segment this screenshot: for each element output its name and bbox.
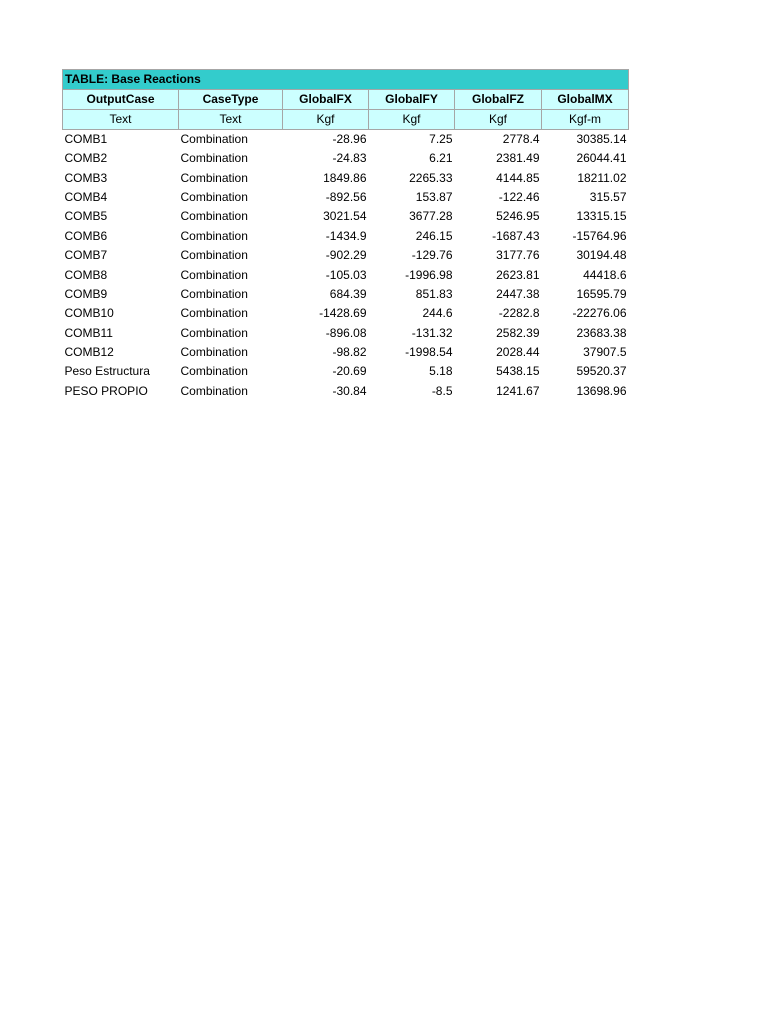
- cell-globalfx[interactable]: -1428.69: [319, 306, 367, 321]
- cell-globalfy[interactable]: -131.32: [411, 325, 453, 340]
- cell-globalfz[interactable]: 2028.44: [496, 345, 540, 360]
- cell-globalfy[interactable]: -1998.54: [405, 345, 453, 360]
- cell-globalfy[interactable]: 2265.33: [409, 170, 453, 185]
- cell-globalfz[interactable]: -1687.43: [492, 228, 540, 243]
- cell-casetype[interactable]: Combination: [180, 345, 248, 360]
- table-title-row: [63, 70, 629, 90]
- cell-globalmx[interactable]: 23683.38: [576, 325, 627, 340]
- cell-globalfz[interactable]: 2582.39: [496, 325, 540, 340]
- cell-globalfz[interactable]: 3177.76: [496, 248, 540, 263]
- cell-globalmx[interactable]: 30194.48: [576, 248, 627, 263]
- table-row: [63, 168, 629, 187]
- cell-globalmx[interactable]: 13698.96: [576, 383, 627, 398]
- unit-cell-globalfx[interactable]: Kgf: [283, 110, 369, 130]
- header-cell-globalfz[interactable]: GlobalFZ: [455, 90, 542, 110]
- cell-globalfz[interactable]: 2381.49: [496, 151, 540, 166]
- cell-globalfz[interactable]: 2778.4: [502, 132, 540, 146]
- cell-globalmx[interactable]: 13315.15: [576, 209, 627, 224]
- cell-globalfz[interactable]: 2447.38: [496, 286, 540, 301]
- cell-globalfx[interactable]: -892.56: [325, 189, 367, 204]
- table-row: [63, 207, 629, 226]
- cell-outputcase[interactable]: Peso Estructura: [64, 364, 150, 379]
- cell-casetype[interactable]: Combination: [180, 286, 248, 301]
- cell-globalfz[interactable]: 5246.95: [496, 209, 540, 224]
- unit-cell-globalfy[interactable]: Kgf: [369, 110, 455, 130]
- cell-outputcase[interactable]: COMB12: [64, 345, 114, 360]
- cell-globalmx[interactable]: 16595.79: [576, 286, 627, 301]
- cell-casetype[interactable]: Combination: [180, 189, 248, 204]
- table-row: [63, 246, 629, 265]
- cell-globalfy[interactable]: -129.76: [411, 248, 453, 263]
- table-row: [63, 188, 629, 207]
- table-row: [63, 227, 629, 246]
- cell-casetype[interactable]: Combination: [180, 209, 248, 224]
- cell-globalfx[interactable]: 684.39: [329, 286, 367, 301]
- spreadsheet-sheet: [62, 69, 628, 401]
- cell-casetype[interactable]: Combination: [180, 248, 248, 263]
- cell-globalfz[interactable]: 1241.67: [496, 383, 540, 398]
- cell-outputcase[interactable]: COMB2: [64, 151, 108, 166]
- cell-globalfx[interactable]: -30.84: [332, 383, 367, 398]
- cell-globalmx[interactable]: 18211.02: [577, 170, 627, 185]
- cell-casetype[interactable]: Combination: [180, 364, 248, 379]
- table-row: [63, 304, 629, 323]
- header-cell-outputcase[interactable]: OutputCase: [63, 90, 179, 110]
- cell-globalfx[interactable]: -20.69: [332, 364, 367, 379]
- cell-globalfx[interactable]: -1434.9: [325, 228, 367, 243]
- cell-globalfz[interactable]: 5438.15: [496, 364, 540, 379]
- cell-globalfy[interactable]: 3677.28: [409, 209, 453, 224]
- unit-cell-outputcase[interactable]: Text: [63, 110, 179, 130]
- unit-cell-casetype[interactable]: Text: [179, 110, 283, 130]
- cell-globalfy[interactable]: 7.25: [429, 132, 453, 146]
- cell-outputcase[interactable]: COMB8: [64, 267, 108, 282]
- cell-globalfx[interactable]: -24.83: [332, 151, 367, 166]
- cell-outputcase[interactable]: COMB7: [64, 248, 108, 263]
- cell-globalfy[interactable]: 851.83: [415, 286, 453, 301]
- base-reactions-table: [62, 69, 629, 401]
- unit-cell-globalmx[interactable]: Kgf-m: [542, 110, 629, 130]
- cell-casetype[interactable]: Combination: [180, 132, 248, 146]
- cell-globalfx[interactable]: 3021.54: [323, 209, 367, 224]
- header-cell-globalmx[interactable]: GlobalMX: [542, 90, 629, 110]
- cell-globalfy[interactable]: 244.6: [422, 306, 453, 321]
- cell-outputcase[interactable]: COMB3: [64, 170, 108, 185]
- table-row: [63, 130, 629, 150]
- table-title[interactable]: TABLE: Base Reactions: [63, 70, 629, 90]
- cell-globalmx[interactable]: 26044.41: [576, 151, 627, 166]
- cell-globalmx[interactable]: -22276.06: [572, 306, 627, 321]
- cell-globalfy[interactable]: 246.15: [415, 228, 453, 243]
- cell-globalfx[interactable]: -105.03: [325, 267, 367, 282]
- cell-globalfz[interactable]: -122.46: [498, 189, 540, 204]
- cell-outputcase[interactable]: PESO PROPIO: [64, 383, 148, 398]
- units-row: [63, 110, 629, 130]
- cell-globalmx[interactable]: 44418.6: [583, 267, 627, 282]
- cell-outputcase[interactable]: COMB6: [64, 228, 108, 243]
- cell-casetype[interactable]: Combination: [180, 306, 248, 321]
- cell-globalfx[interactable]: 1849.86: [323, 170, 367, 185]
- cell-outputcase[interactable]: COMB9: [64, 286, 108, 301]
- cell-globalfy[interactable]: 153.87: [415, 189, 453, 204]
- table-row: [63, 149, 629, 168]
- cell-outputcase[interactable]: COMB1: [64, 132, 108, 146]
- table-row: [63, 265, 629, 284]
- header-cell-globalfx[interactable]: GlobalFX: [283, 90, 369, 110]
- header-cell-globalfy[interactable]: GlobalFY: [369, 90, 455, 110]
- header-cell-casetype[interactable]: CaseType: [179, 90, 283, 110]
- cell-casetype[interactable]: Combination: [180, 325, 248, 340]
- cell-globalmx[interactable]: 59520.37: [576, 364, 627, 379]
- cell-globalfx[interactable]: -902.29: [325, 248, 367, 263]
- cell-globalfz[interactable]: 2623.81: [496, 267, 540, 282]
- cell-globalfx[interactable]: -896.08: [325, 325, 367, 340]
- cell-casetype[interactable]: Combination: [180, 151, 248, 166]
- cell-globalfy[interactable]: -1996.98: [405, 267, 453, 282]
- table-row: [63, 324, 629, 343]
- cell-outputcase[interactable]: COMB4: [64, 189, 108, 204]
- table-row: [63, 382, 629, 401]
- table-row: [63, 285, 629, 304]
- column-header-row: [63, 90, 629, 110]
- cell-casetype[interactable]: Combination: [180, 267, 248, 282]
- cell-globalmx[interactable]: 30385.14: [576, 132, 627, 146]
- cell-casetype[interactable]: Combination: [180, 228, 248, 243]
- cell-globalfy[interactable]: 5.18: [429, 364, 453, 379]
- cell-globalfx[interactable]: -98.82: [332, 345, 367, 360]
- cell-casetype[interactable]: Combination: [180, 383, 248, 398]
- cell-globalfz[interactable]: 4144.85: [496, 170, 540, 185]
- cell-globalmx[interactable]: 37907.5: [583, 345, 627, 360]
- cell-globalfx[interactable]: -28.96: [332, 132, 367, 146]
- cell-globalmx[interactable]: 315.57: [589, 189, 627, 204]
- cell-globalmx[interactable]: -15764.96: [572, 228, 627, 243]
- cell-globalfy[interactable]: -8.5: [431, 383, 453, 398]
- table-row: [63, 362, 629, 381]
- unit-cell-globalfz[interactable]: Kgf: [455, 110, 542, 130]
- table-row: [63, 343, 629, 362]
- cell-globalfz[interactable]: -2282.8: [498, 306, 540, 321]
- cell-casetype[interactable]: Combination: [180, 170, 248, 185]
- cell-outputcase[interactable]: COMB11: [64, 325, 113, 340]
- cell-outputcase[interactable]: COMB10: [64, 306, 114, 321]
- cell-outputcase[interactable]: COMB5: [64, 209, 108, 224]
- cell-globalfy[interactable]: 6.21: [429, 151, 453, 166]
